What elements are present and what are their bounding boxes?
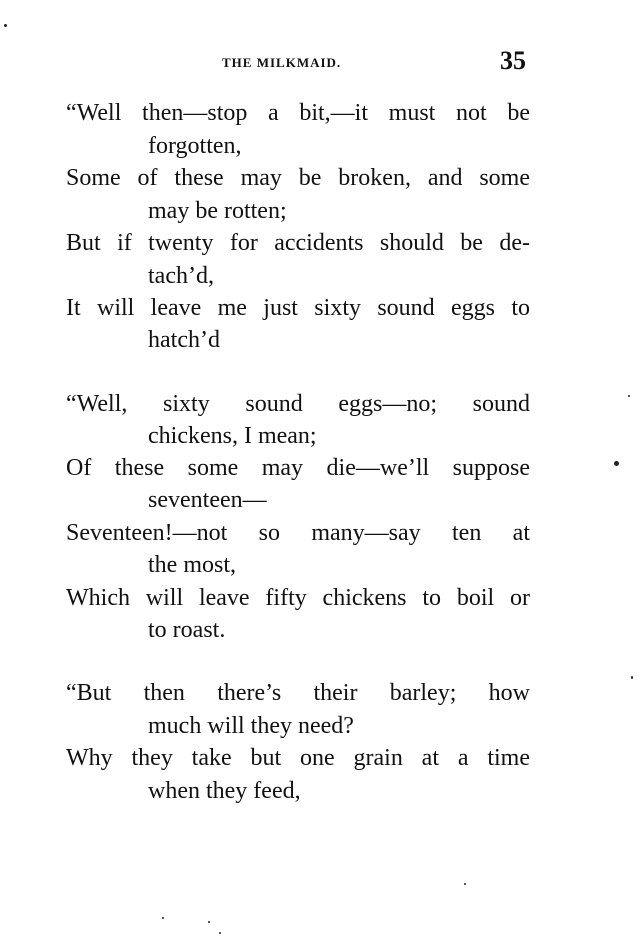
verse-line-continuation: the most, (148, 552, 236, 578)
verse-line: Why they take but one grain at a time (66, 745, 530, 771)
scan-speck (631, 676, 633, 679)
verse-line-continuation: seventeen— (148, 487, 267, 513)
verse-line: Seventeen!—not so many—say ten at (66, 520, 530, 546)
verse-line-continuation: may be rotten; (148, 198, 287, 224)
verse-line: “Well, sixty sound eggs—no; sound (66, 391, 530, 417)
scan-speck (208, 921, 210, 923)
page-number: 35 (500, 46, 526, 75)
verse-line: Some of these may be broken, and some (66, 165, 530, 191)
verse-line: It will leave me just sixty sound eggs to (66, 295, 530, 321)
scan-speck (162, 917, 164, 919)
running-title: THE MILKMAID. (222, 55, 342, 70)
verse-line: Of these some may die—we’ll suppose (66, 455, 530, 481)
verse-line-continuation: chickens, I mean; (148, 423, 317, 449)
verse-line-continuation: much will they need? (148, 713, 354, 739)
scan-speck (628, 395, 630, 397)
verse-line: But if twenty for accidents should be de- (66, 230, 530, 256)
verse-line-continuation: hatch’d (148, 327, 220, 353)
verse-line: “Well then—stop a bit,—it must not be (66, 100, 530, 126)
verse-line: “But then there’s their barley; how (66, 680, 530, 706)
verse-line-continuation: when they feed, (148, 778, 301, 804)
verse-line: Which will leave fifty chickens to boil or (66, 585, 530, 611)
verse-line-continuation: tach’d, (148, 263, 214, 289)
verse-line-continuation: forgotten, (148, 133, 242, 159)
scan-speck (219, 932, 221, 934)
scan-speck (4, 24, 7, 27)
scan-speck (614, 461, 619, 466)
verse-line-continuation: to roast. (148, 617, 226, 643)
scan-speck (464, 883, 466, 885)
